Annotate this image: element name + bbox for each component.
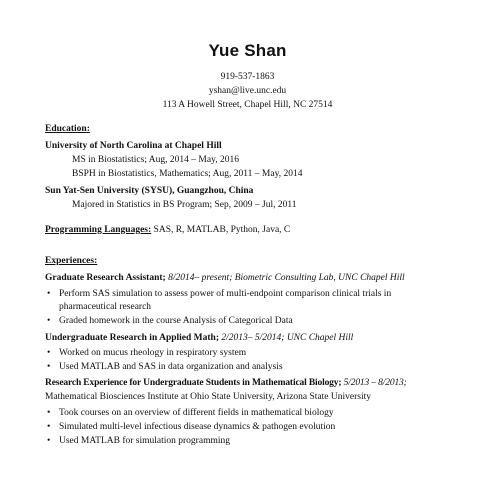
bullet-icon: • [47,348,51,358]
list-item: Perform SAS simulation to assess power of multi-endpoint comparison clinical trials in [59,289,392,299]
contact-address: 113 A Howell Street, Chapel Hill, NC 27514 [162,100,333,110]
degree-ms: MS in Biostatistics; Aug, 2014 – May, 2016 [72,155,239,165]
experience-detail: 5/2013 – 8/2013; [341,378,407,388]
experience-title: Research Experience for Undergraduate Students in Mathematical Biology; [45,378,342,388]
school-sysu: Sun Yat-Sen University (SYSU), Guangzhou, China [45,186,254,196]
list-item: Used MATLAB for simulation programming [59,436,230,446]
experience-title: Graduate Research Assistant; [45,273,166,283]
list-item: Simulated multi-level infectious disease dynamics & pathogen evolution [59,422,336,432]
bullet-icon: • [47,289,51,299]
bullet-icon: • [47,408,51,418]
resume-name: Yue Shan [208,41,287,60]
list-item: Graded homework in the course Analysis of Categorical Data [59,316,293,326]
bullet-icon: • [47,422,51,432]
experiences-heading: Experiences: [45,256,98,266]
experience-graduate-ra [45,273,405,283]
degree-bsph: BSPH in Biostatistics, Mathematics; Aug, 2011 – May, 2014 [72,169,303,179]
programming-line [45,225,290,235]
list-item: Took courses on an overview of different fields in mathematical biology [59,408,334,418]
education-heading: Education: [45,124,90,134]
contact-phone: 919-537-1863 [220,72,275,82]
bullet-icon: • [47,316,51,326]
list-item-continuation: pharmaceutical research [59,302,152,312]
experience-undergrad-applied-math [45,333,353,343]
programming-heading: Programming Languages: [45,225,152,235]
experience-detail: 2/2013– 5/2014; UNC Chapel Hill [219,333,354,343]
contact-email: yshan@live.unc.edu [208,86,287,96]
experience-title: Undergraduate Research in Applied Math; [45,333,219,343]
bullet-icon: • [47,362,51,372]
degree-sysu: Majored in Statistics in BS Program; Sep, 2009 – Jul, 2011 [72,200,297,210]
bullet-icon: • [47,436,51,446]
list-item: Worked on mucus rheology in respiratory system [59,348,247,358]
list-item: Used MATLAB and SAS in data organization and analysis [59,362,283,372]
experience-institutions: Mathematical Biosciences Institute at Ohio State University, Arizona State University [45,392,372,402]
school-unc: University of North Carolina at Chapel Hill [45,141,222,151]
programming-languages: SAS, R, MATLAB, Python, Java, C [151,225,291,235]
experience-detail: 8/2014– present; Biometric Consulting Lab, UNC Chapel Hill [165,273,405,283]
experience-reu-math-bio [45,378,407,388]
